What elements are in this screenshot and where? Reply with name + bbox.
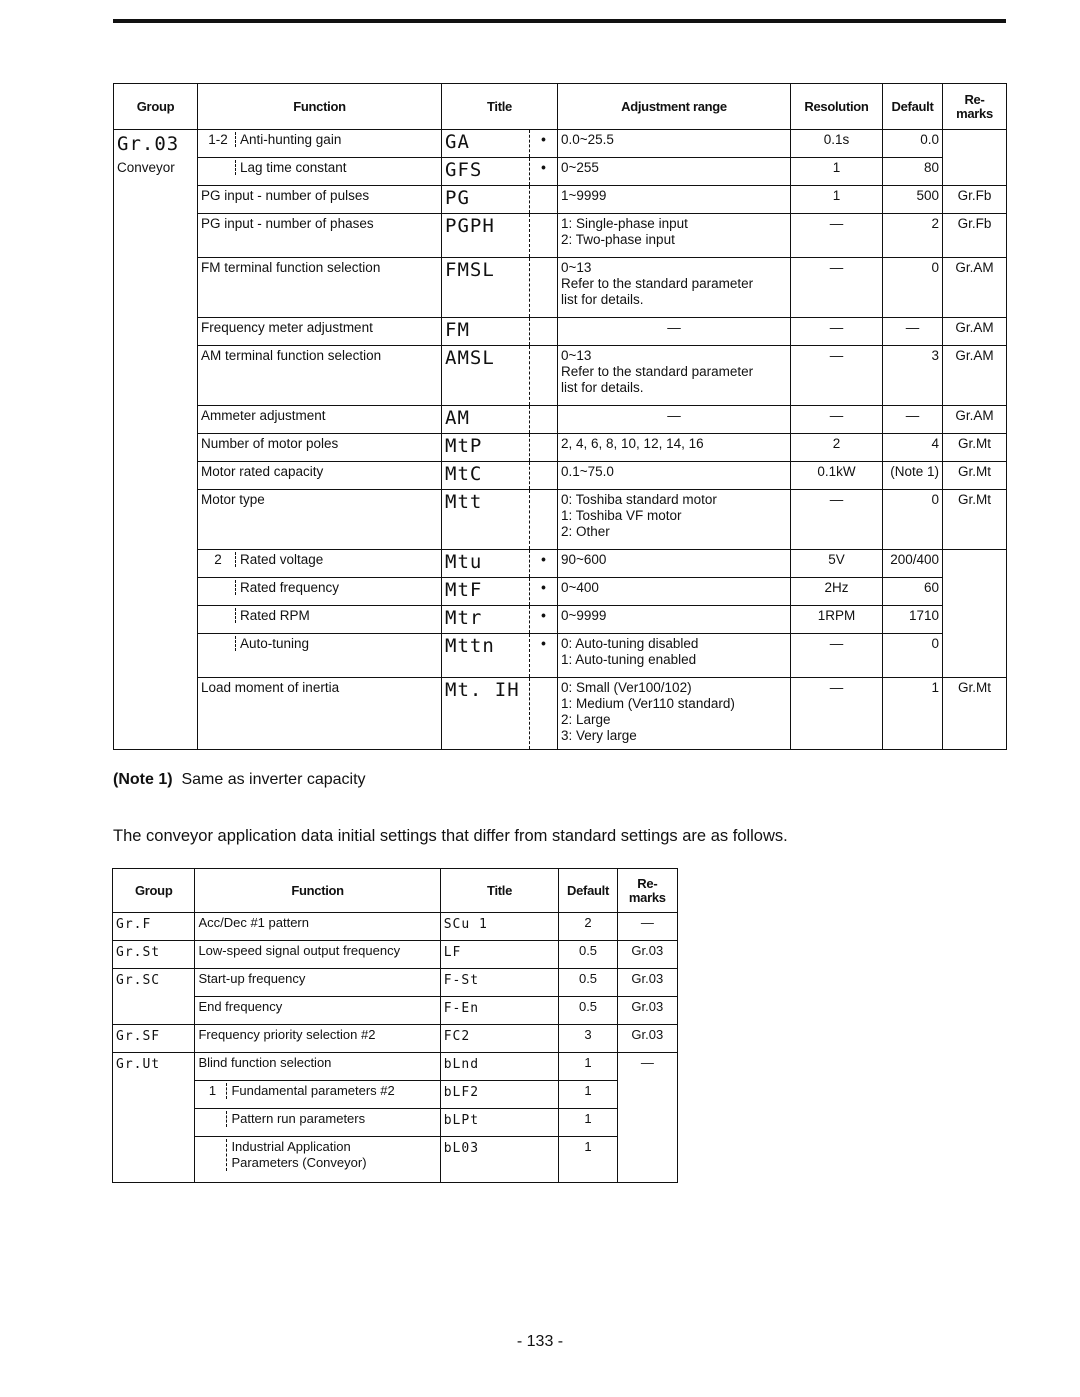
function-cell (198, 606, 442, 634)
remarks-cell: — (617, 1053, 677, 1183)
function-cell: Frequency meter adjustment (198, 318, 442, 346)
function-cell: Blind function selection (195, 1053, 440, 1081)
remarks-cell: Gr.Mt (943, 434, 1007, 462)
remarks-cell: Gr.AM (943, 258, 1007, 318)
dot-cell (530, 158, 558, 186)
dot-cell (530, 634, 558, 678)
range-cell: 0: Toshiba standard motor 1: Toshiba VF motor 2: Other (558, 490, 791, 550)
function-cell: Number of motor poles (198, 434, 442, 462)
default-cell: 2 (883, 214, 943, 258)
conveyor-parameter-table (113, 83, 1007, 750)
range-cell: 2, 4, 6, 8, 10, 12, 14, 16 (558, 434, 791, 462)
table-row (114, 318, 1007, 346)
header-title: Title (440, 869, 559, 913)
default-cell: 0.0 (883, 130, 943, 158)
range-cell: 0~400 (558, 578, 791, 606)
title-cell: FC2 (440, 1025, 559, 1053)
title-cell: GA (442, 130, 530, 158)
dot-cell (530, 678, 558, 750)
function-cell: PG input - number of phases (198, 214, 442, 258)
resolution-cell: — (791, 490, 883, 550)
table-row (113, 1025, 678, 1053)
table-row (114, 434, 1007, 462)
remarks-cell: Gr.Mt (943, 678, 1007, 750)
resolution-cell: — (791, 258, 883, 318)
sub-number: 1 (208, 1083, 217, 1098)
table-row (114, 490, 1007, 550)
range-cell: 1: Single-phase input 2: Two-phase input (558, 214, 791, 258)
range-cell: 0~13 Refer to the standard parameter list for details. (558, 258, 791, 318)
header-group: Group (113, 869, 195, 913)
default-cell: 1 (559, 1137, 617, 1183)
function-text: Fundamental parameters #2 (226, 1083, 394, 1099)
remarks-cell: Gr.AM (943, 346, 1007, 406)
function-cell: PG input - number of pulses (198, 186, 442, 214)
header-title: Title (442, 84, 558, 130)
bullet-marker: • (541, 636, 546, 651)
group-cell: Gr.Ut (113, 1053, 195, 1183)
title-cell: FM (442, 318, 530, 346)
function-cell: AM terminal function selection (198, 346, 442, 406)
title-cell: F-En (440, 997, 559, 1025)
default-cell: 1 (883, 678, 943, 750)
default-cell: 80 (883, 158, 943, 186)
function-cell: Motor type (198, 490, 442, 550)
title-cell: Mtu (442, 550, 530, 578)
group-cell: Gr.SF (113, 1025, 195, 1053)
header-default: Default (883, 84, 943, 130)
default-cell: 1 (559, 1109, 617, 1137)
table-row (113, 969, 678, 997)
table-row (114, 258, 1007, 318)
title-cell: Mt. IH (442, 678, 530, 750)
title-cell: GFS (442, 158, 530, 186)
default-cell: 500 (883, 186, 943, 214)
group-cell: Gr.SC (113, 969, 195, 1025)
default-cell: 0 (883, 490, 943, 550)
title-cell: bLnd (440, 1053, 559, 1081)
resolution-cell: — (791, 406, 883, 434)
bullet-marker: • (541, 160, 546, 175)
title-cell: AM (442, 406, 530, 434)
resolution-cell: — (791, 634, 883, 678)
default-cell: 0.5 (559, 969, 617, 997)
default-cell: 4 (883, 434, 943, 462)
table-row (113, 1053, 678, 1081)
group-cell: Gr.St (113, 941, 195, 969)
table-header-row (114, 84, 1007, 130)
table-row (113, 997, 678, 1025)
title-cell: FMSL (442, 258, 530, 318)
resolution-cell: — (791, 214, 883, 258)
note-1 (113, 771, 366, 789)
header-function: Function (198, 84, 442, 130)
dot-cell (530, 318, 558, 346)
remarks-cell: Gr.AM (943, 406, 1007, 434)
resolution-cell: 0.1kW (791, 462, 883, 490)
default-cell: 0 (883, 258, 943, 318)
remarks-cell: Gr.03 (617, 969, 677, 997)
bullet-marker: • (541, 552, 546, 567)
resolution-cell: 1 (791, 158, 883, 186)
dot-cell (530, 434, 558, 462)
remarks-cell: Gr.AM (943, 318, 1007, 346)
default-cell: 0.5 (559, 997, 617, 1025)
header-group: Group (114, 84, 198, 130)
function-cell: Acc/Dec #1 pattern (195, 913, 440, 941)
bullet-marker: • (541, 608, 546, 623)
title-cell: bLF2 (440, 1081, 559, 1109)
dot-cell (530, 578, 558, 606)
range-cell: — (558, 406, 791, 434)
range-cell: — (558, 318, 791, 346)
table-row (114, 678, 1007, 750)
dot-cell (530, 606, 558, 634)
default-cell: 0 (883, 634, 943, 678)
function-cell: Motor rated capacity (198, 462, 442, 490)
dot-cell (530, 490, 558, 550)
default-cell: (Note 1) (883, 462, 943, 490)
table-header-row (113, 869, 678, 913)
title-cell: PGPH (442, 214, 530, 258)
table-row (114, 606, 1007, 634)
title-cell: bL03 (440, 1137, 559, 1183)
function-text: Auto-tuning (235, 636, 309, 651)
function-text: Lag time constant (235, 160, 347, 175)
function-text: Rated voltage (235, 552, 323, 567)
function-cell (198, 130, 442, 158)
header-default: Default (559, 869, 617, 913)
title-cell: AMSL (442, 346, 530, 406)
function-cell: Start-up frequency (195, 969, 440, 997)
resolution-cell: 2Hz (791, 578, 883, 606)
intro-paragraph: The conveyor application data initial settings that differ from standard settings are as follows. (113, 827, 788, 845)
table-row (113, 913, 678, 941)
title-cell: MtF (442, 578, 530, 606)
dot-cell (530, 130, 558, 158)
table-row (114, 578, 1007, 606)
title-cell: Mttn (442, 634, 530, 678)
table-row (114, 634, 1007, 678)
default-cell: 3 (559, 1025, 617, 1053)
function-cell (198, 578, 442, 606)
function-cell: Frequency priority selection #2 (195, 1025, 440, 1053)
function-cell (195, 1137, 440, 1183)
dot-cell (530, 462, 558, 490)
function-text: Rated frequency (235, 580, 339, 595)
group-cell: Gr.F (113, 913, 195, 941)
function-cell: Ammeter adjustment (198, 406, 442, 434)
note-text: Same as inverter capacity (181, 771, 366, 788)
default-cell: 1 (559, 1081, 617, 1109)
sub-number: 2 (214, 552, 222, 567)
note-label: (Note 1) (113, 771, 173, 788)
function-cell (198, 158, 442, 186)
remarks-cell: Gr.03 (617, 1025, 677, 1053)
group-code: Gr.03 (117, 133, 180, 155)
range-cell: 90~600 (558, 550, 791, 578)
resolution-cell: 0.1s (791, 130, 883, 158)
dot-cell (530, 406, 558, 434)
resolution-cell: 1 (791, 186, 883, 214)
function-cell: FM terminal function selection (198, 258, 442, 318)
function-text: Pattern run parameters (226, 1111, 365, 1127)
top-rule (113, 19, 1006, 23)
range-cell: 0.1~75.0 (558, 462, 791, 490)
remarks-cell: Gr.Fb (943, 214, 1007, 258)
table-row (114, 214, 1007, 258)
header-remarks: Re- marks (617, 869, 677, 913)
title-cell: bLPt (440, 1109, 559, 1137)
header-resolution: Resolution (791, 84, 883, 130)
function-cell: End frequency (195, 997, 440, 1025)
table-row (113, 1109, 678, 1137)
group-name: Conveyor (117, 160, 175, 175)
remarks-cell: — (617, 913, 677, 941)
page-number: - 133 - (516, 1333, 564, 1350)
table-row (114, 186, 1007, 214)
default-cell: 1 (559, 1053, 617, 1081)
default-cell: 1710 (883, 606, 943, 634)
title-cell: PG (442, 186, 530, 214)
default-cell: 0.5 (559, 941, 617, 969)
table-row (114, 346, 1007, 406)
table-row (114, 130, 1007, 158)
remarks-cell: Gr.03 (617, 997, 677, 1025)
table-row (114, 158, 1007, 186)
function-text: Rated RPM (235, 608, 310, 623)
default-cell: — (883, 406, 943, 434)
function-cell (195, 1081, 440, 1109)
title-cell: Mtt (442, 490, 530, 550)
remarks-cell: Gr.Mt (943, 462, 1007, 490)
function-cell (198, 634, 442, 678)
function-cell (198, 550, 442, 578)
range-cell: 1~9999 (558, 186, 791, 214)
dot-cell (530, 346, 558, 406)
initial-settings-table (112, 868, 678, 1183)
function-cell (195, 1109, 440, 1137)
function-cell: Load moment of inertia (198, 678, 442, 750)
function-cell: Low-speed signal output frequency (195, 941, 440, 969)
range-cell: 0~9999 (558, 606, 791, 634)
bullet-marker: • (541, 580, 546, 595)
range-cell: 0.0~25.5 (558, 130, 791, 158)
group-cell (114, 130, 198, 750)
dot-cell (530, 186, 558, 214)
title-cell: LF (440, 941, 559, 969)
default-cell: 2 (559, 913, 617, 941)
title-cell: F-St (440, 969, 559, 997)
remarks-cell (943, 130, 1007, 186)
resolution-cell: — (791, 318, 883, 346)
bullet-marker: • (541, 132, 546, 147)
header-remarks: Re- marks (943, 84, 1007, 130)
resolution-cell: — (791, 346, 883, 406)
table-row (114, 550, 1007, 578)
dot-cell (530, 214, 558, 258)
table-row (113, 1081, 678, 1109)
range-cell: 0~255 (558, 158, 791, 186)
remarks-cell: Gr.03 (617, 941, 677, 969)
resolution-cell: — (791, 678, 883, 750)
resolution-cell: 5V (791, 550, 883, 578)
table-row (113, 941, 678, 969)
default-cell: 200/400 (883, 550, 943, 578)
dot-cell (530, 258, 558, 318)
resolution-cell: 2 (791, 434, 883, 462)
remarks-cell: Gr.Mt (943, 490, 1007, 550)
range-cell: 0: Small (Ver100/102) 1: Medium (Ver110 standard) 2: Large 3: Very large (558, 678, 791, 750)
table-row (114, 406, 1007, 434)
default-cell: — (883, 318, 943, 346)
title-cell: MtC (442, 462, 530, 490)
function-text: Anti-hunting gain (235, 132, 341, 147)
header-range: Adjustment range (558, 84, 791, 130)
header-function: Function (195, 869, 440, 913)
resolution-cell: 1RPM (791, 606, 883, 634)
remarks-cell (943, 550, 1007, 678)
function-text: Industrial Application Parameters (Conveyor) (226, 1139, 366, 1171)
title-cell: SCu 1 (440, 913, 559, 941)
table-row (113, 1137, 678, 1183)
range-cell: 0~13 Refer to the standard parameter list for details. (558, 346, 791, 406)
sub-number: 1-2 (208, 132, 228, 147)
dot-cell (530, 550, 558, 578)
title-cell: Mtr (442, 606, 530, 634)
title-cell: MtP (442, 434, 530, 462)
table-row (114, 462, 1007, 490)
default-cell: 60 (883, 578, 943, 606)
remarks-cell: Gr.Fb (943, 186, 1007, 214)
range-cell: 0: Auto-tuning disabled 1: Auto-tuning enabled (558, 634, 791, 678)
default-cell: 3 (883, 346, 943, 406)
